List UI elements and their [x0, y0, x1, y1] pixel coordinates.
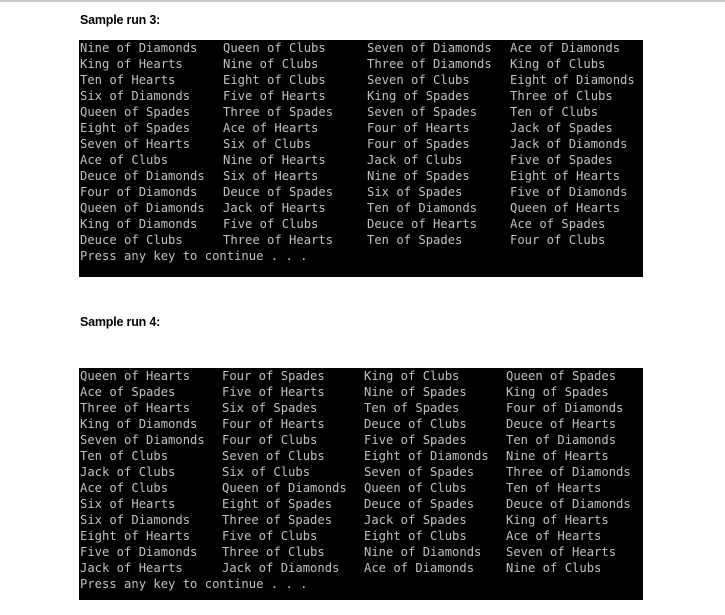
card-name: Jack of Spades	[510, 121, 613, 135]
console-line	[80, 200, 643, 216]
card-name: Five of Spades	[510, 153, 613, 167]
card-name: Nine of Clubs	[223, 57, 319, 71]
card-name: Five of Hearts	[223, 89, 326, 103]
console-line	[80, 120, 643, 136]
card-name: Ten of Diamonds	[506, 433, 617, 447]
card-name: King of Diamonds	[80, 417, 198, 431]
card-name: Queen of Diamonds	[80, 201, 205, 215]
card-name: Three of Clubs	[510, 89, 613, 103]
console-output-run-4	[79, 368, 643, 600]
card-name: Seven of Hearts	[80, 137, 191, 151]
card-name: Five of Spades	[364, 433, 467, 447]
card-name: Four of Spades	[367, 137, 470, 151]
console-line	[80, 448, 643, 464]
card-name: Ace of Hearts	[506, 529, 602, 543]
card-name: King of Hearts	[80, 57, 183, 71]
card-name: Six of Clubs	[223, 137, 312, 151]
card-name: Eight of Spades	[222, 497, 333, 511]
card-name: Jack of Diamonds	[510, 137, 628, 151]
card-name: King of Hearts	[506, 513, 609, 527]
card-name: Queen of Spades	[80, 105, 191, 119]
card-name: Six of Spades	[367, 185, 463, 199]
page-top-rule	[0, 0, 725, 2]
card-name: Queen of Hearts	[510, 201, 621, 215]
card-name: Queen of Clubs	[364, 481, 467, 495]
console-line	[80, 88, 643, 104]
card-name: Four of Clubs	[510, 233, 606, 247]
card-name: Nine of Hearts	[506, 449, 609, 463]
console-line	[80, 384, 643, 400]
card-name: Three of Diamonds	[367, 57, 492, 71]
card-name: Five of Diamonds	[510, 185, 628, 199]
card-name: Seven of Diamonds	[367, 41, 492, 55]
card-name: Six of Hearts	[223, 169, 319, 183]
card-name: Four of Diamonds	[506, 401, 624, 415]
card-name: Eight of Clubs	[223, 73, 326, 87]
card-name: Ten of Clubs	[80, 449, 169, 463]
card-name: Queen of Diamonds	[222, 481, 347, 495]
press-any-key-prompt: Press any key to continue . . .	[80, 577, 308, 591]
card-name: Queen of Hearts	[80, 369, 191, 383]
card-name: Ace of Clubs	[80, 481, 169, 495]
console-line	[80, 104, 643, 120]
card-name: Four of Diamonds	[80, 185, 198, 199]
card-name: Jack of Diamonds	[222, 561, 340, 575]
card-name: Seven of Diamonds	[80, 433, 205, 447]
card-name: Four of Hearts	[367, 121, 470, 135]
card-name: Ten of Spades	[364, 401, 460, 415]
console-line	[80, 416, 643, 432]
console-line	[80, 432, 643, 448]
console-body	[80, 40, 643, 264]
card-name: Seven of Spades	[364, 465, 475, 479]
card-name: Nine of Diamonds	[364, 545, 482, 559]
card-name: Nine of Spades	[367, 169, 470, 183]
card-name: Ten of Spades	[367, 233, 463, 247]
card-name: Eight of Diamonds	[364, 449, 489, 463]
console-line	[80, 168, 643, 184]
card-name: Ten of Clubs	[510, 105, 599, 119]
card-name: King of Clubs	[364, 369, 460, 383]
card-name: King of Spades	[506, 385, 609, 399]
card-name: Jack of Clubs	[80, 465, 176, 479]
card-name: Six of Diamonds	[80, 513, 191, 527]
console-line	[80, 512, 643, 528]
console-line	[80, 216, 643, 232]
card-name: Ace of Hearts	[223, 121, 319, 135]
console-line	[80, 56, 643, 72]
console-line	[80, 528, 643, 544]
card-name: Six of Clubs	[222, 465, 311, 479]
console-line	[80, 496, 643, 512]
card-name: Six of Spades	[222, 401, 318, 415]
card-name: Deuce of Hearts	[506, 417, 617, 431]
card-name: Queen of Clubs	[223, 41, 326, 55]
card-name: Eight of Hearts	[510, 169, 621, 183]
card-name: Eight of Diamonds	[510, 73, 635, 87]
console-line	[80, 136, 643, 152]
card-name: Jack of Spades	[364, 513, 467, 527]
card-name: Queen of Spades	[506, 369, 617, 383]
card-name: Ace of Spades	[80, 385, 176, 399]
card-name: Deuce of Clubs	[364, 417, 467, 431]
card-name: Ace of Diamonds	[364, 561, 475, 575]
card-name: Deuce of Hearts	[367, 217, 478, 231]
card-name: Six of Diamonds	[80, 89, 191, 103]
console-output-run-3	[79, 40, 643, 277]
console-line	[80, 560, 643, 576]
card-name: Deuce of Diamonds	[80, 169, 205, 183]
card-name: Ace of Diamonds	[510, 41, 621, 55]
console-line	[80, 72, 643, 88]
card-name: Seven of Spades	[367, 105, 478, 119]
card-name: Five of Diamonds	[80, 545, 198, 559]
card-name: Six of Hearts	[80, 497, 176, 511]
card-name: King of Diamonds	[80, 217, 198, 231]
card-name: Nine of Clubs	[506, 561, 602, 575]
card-name: Three of Spades	[223, 105, 334, 119]
console-line	[80, 40, 643, 56]
card-name: Three of Hearts	[223, 233, 334, 247]
console-line	[80, 184, 643, 200]
card-name: Deuce of Clubs	[80, 233, 183, 247]
card-name: Three of Spades	[222, 513, 333, 527]
console-line	[80, 368, 643, 384]
card-name: Four of Spades	[222, 369, 325, 383]
card-name: Deuce of Spades	[223, 185, 334, 199]
card-name: Four of Hearts	[222, 417, 325, 431]
card-name: Ten of Diamonds	[367, 201, 478, 215]
card-name: Seven of Clubs	[222, 449, 325, 463]
console-line	[80, 232, 643, 248]
card-name: Eight of Clubs	[364, 529, 467, 543]
sample-run-3-label: Sample run 3:	[80, 13, 161, 27]
sample-run-4-label: Sample run 4:	[80, 315, 161, 329]
card-name: Five of Hearts	[222, 385, 325, 399]
card-name: Seven of Clubs	[367, 73, 470, 87]
console-line	[80, 152, 643, 168]
card-name: Four of Clubs	[222, 433, 318, 447]
card-name: Nine of Spades	[364, 385, 467, 399]
card-name: Ace of Spades	[510, 217, 606, 231]
card-name: Eight of Hearts	[80, 529, 191, 543]
card-name: Five of Clubs	[222, 529, 318, 543]
card-name: King of Spades	[367, 89, 470, 103]
press-any-key-prompt: Press any key to continue . . .	[80, 249, 308, 263]
card-name: Jack of Hearts	[223, 201, 326, 215]
card-name: Ten of Hearts	[506, 481, 602, 495]
card-name: Three of Diamonds	[506, 465, 631, 479]
card-name: Three of Clubs	[222, 545, 325, 559]
console-line	[80, 544, 643, 560]
card-name: Ten of Hearts	[80, 73, 176, 87]
card-name: Jack of Clubs	[367, 153, 463, 167]
card-name: Nine of Diamonds	[80, 41, 198, 55]
card-name: Three of Hearts	[80, 401, 191, 415]
card-name: Jack of Hearts	[80, 561, 183, 575]
card-name: Nine of Hearts	[223, 153, 326, 167]
card-name: Seven of Hearts	[506, 545, 617, 559]
console-body	[80, 368, 643, 592]
card-name: Deuce of Spades	[364, 497, 475, 511]
card-name: Five of Clubs	[223, 217, 319, 231]
console-line	[80, 480, 643, 496]
card-name: Deuce of Diamonds	[506, 497, 631, 511]
card-name: King of Clubs	[510, 57, 606, 71]
console-line	[80, 400, 643, 416]
console-line	[80, 464, 643, 480]
card-name: Eight of Spades	[80, 121, 191, 135]
card-name: Ace of Clubs	[80, 153, 169, 167]
